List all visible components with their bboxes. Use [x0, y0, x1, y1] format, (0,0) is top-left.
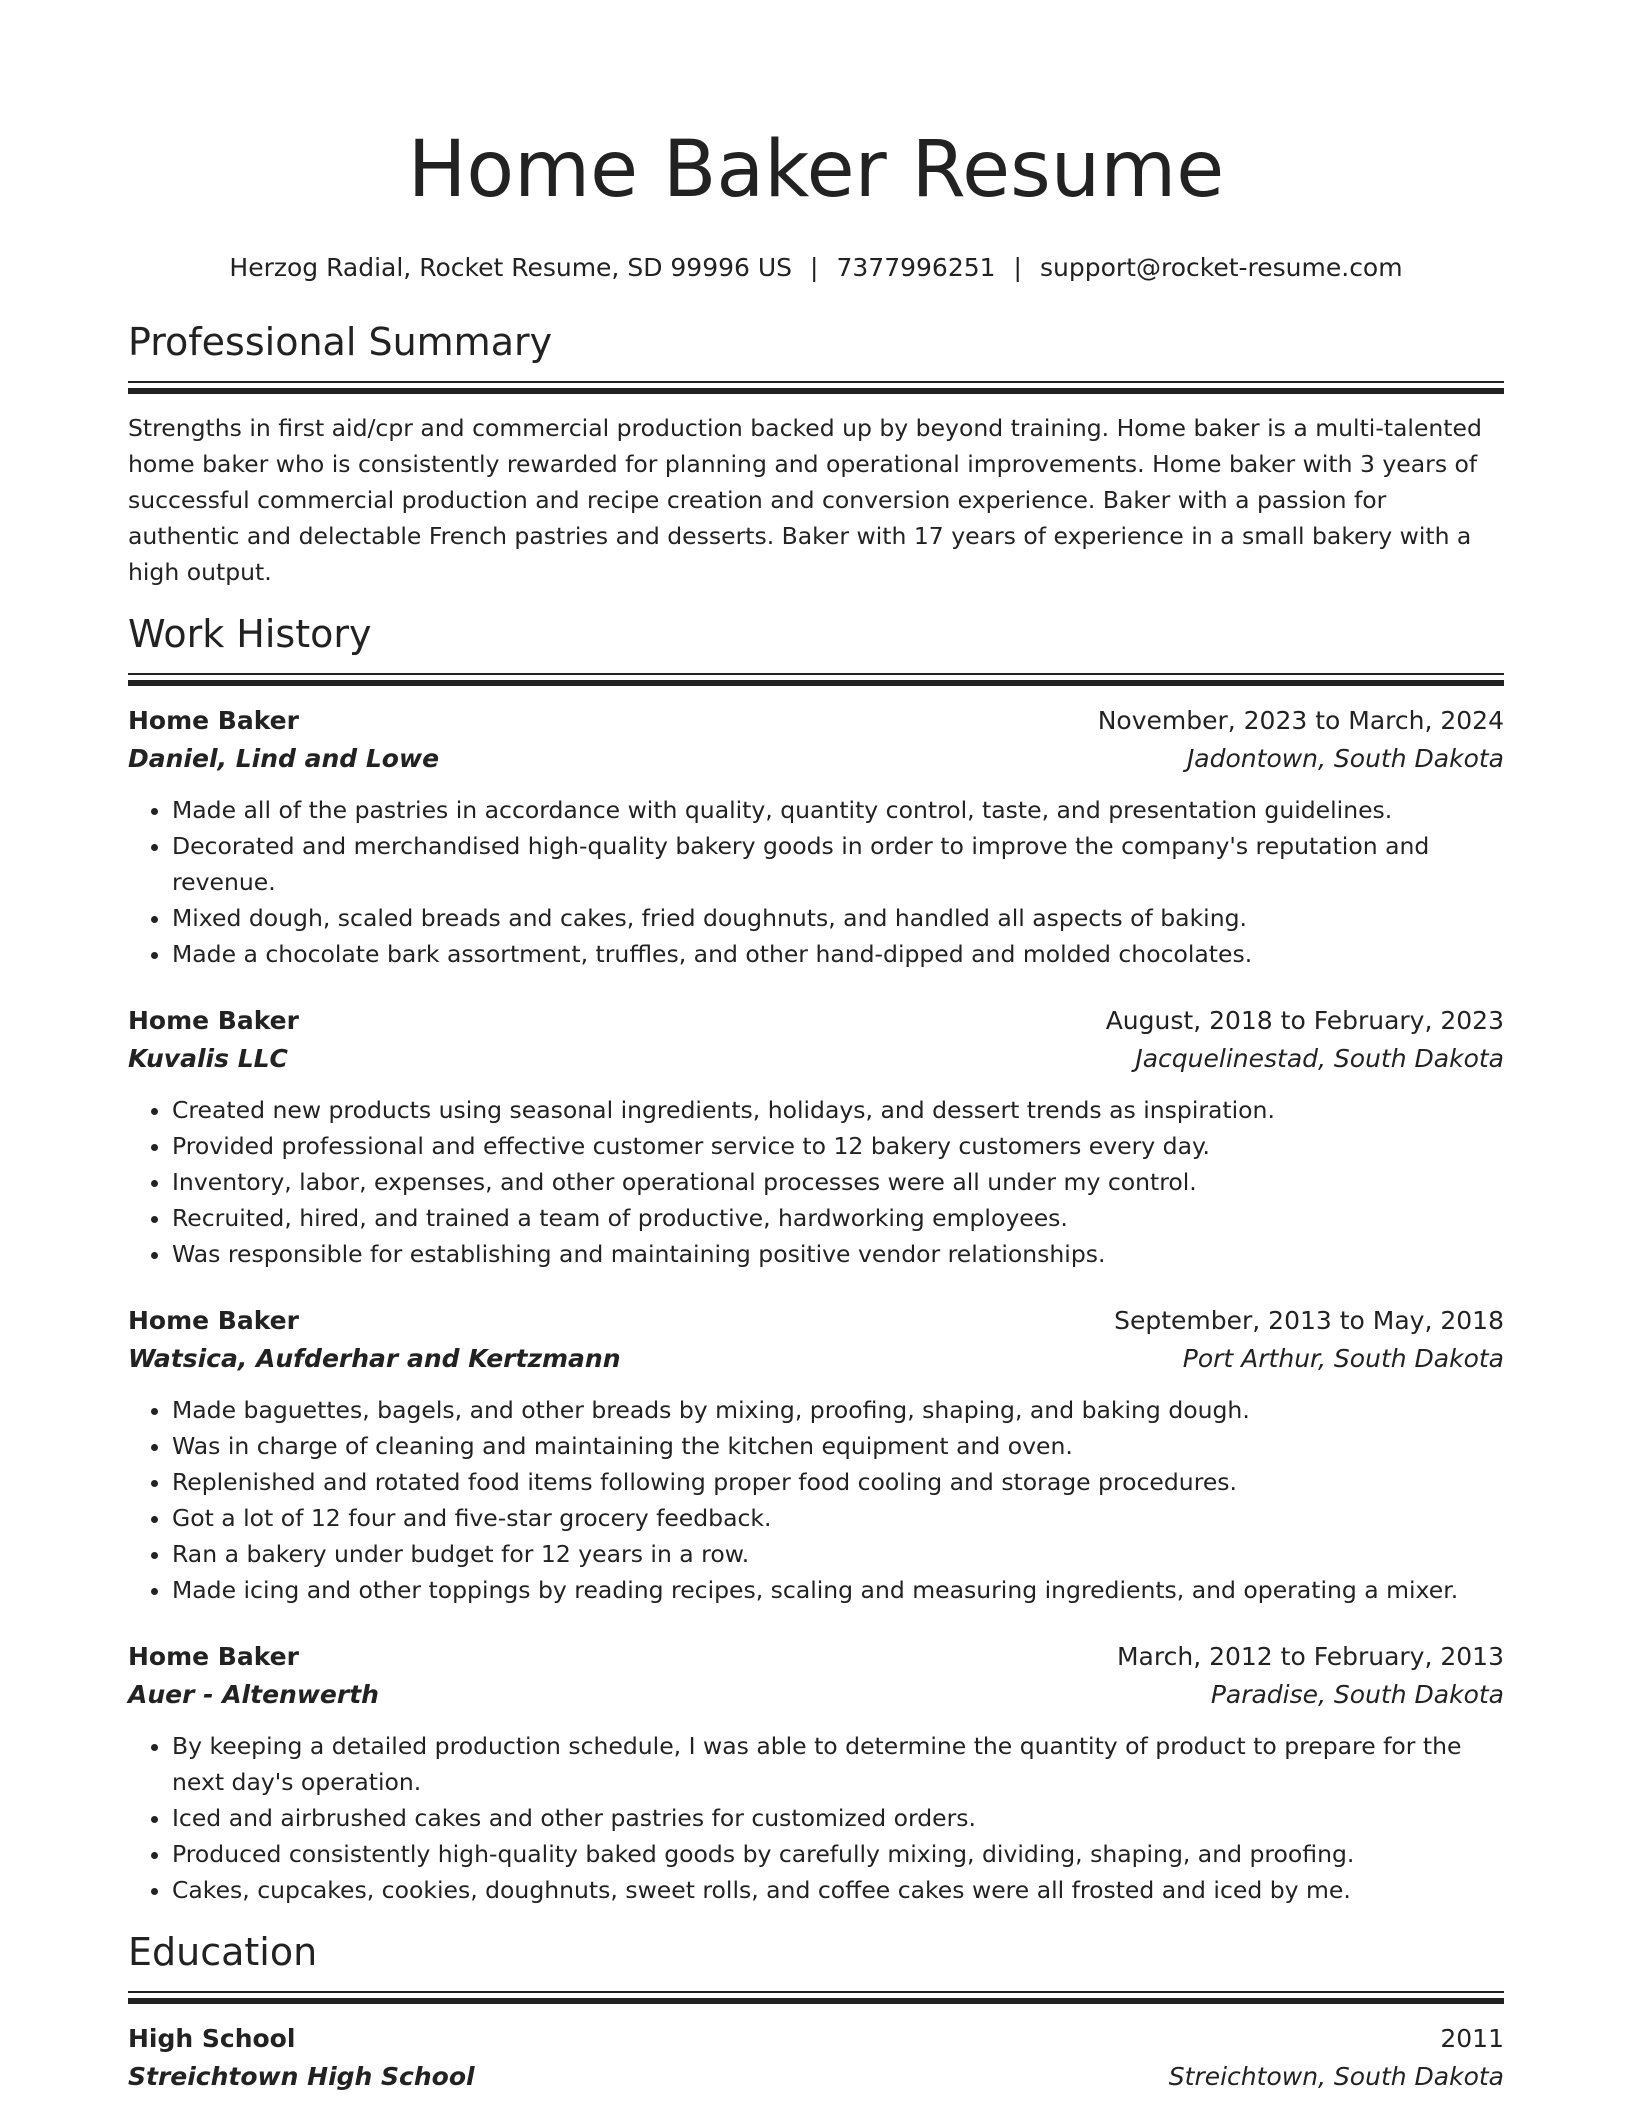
job-company: Kuvalis LLC — [128, 1044, 288, 1073]
contact-phone: 7377996251 — [836, 253, 996, 282]
job-title: Home Baker — [128, 1642, 299, 1671]
job-bullet: • Inventory, labor, expenses, and other operational processes were all under my control. — [172, 1164, 1504, 1200]
job-company-row — [128, 1340, 1504, 1378]
job-location: Jacquelinestad, South Dakota — [1135, 1044, 1504, 1073]
job-bullet: • Made baguettes, bagels, and other breads by mixing, proofing, shaping, and baking dough. — [172, 1392, 1504, 1428]
job-company-row — [128, 1676, 1504, 1714]
job-bullet: • Ran a bakery under budget for 12 years in a row. — [172, 1536, 1504, 1572]
job-bullet: • Recruited, hired, and trained a team of productive, hardworking employees. — [172, 1200, 1504, 1236]
job-company-row — [128, 1040, 1504, 1078]
job-bullets — [128, 792, 1504, 972]
job-location: Port Arthur, South Dakota — [1182, 1344, 1504, 1373]
job-bullets — [128, 1092, 1504, 1272]
job-bullet: • Got a lot of 12 four and five-star grocery feedback. — [172, 1500, 1504, 1536]
job-bullets — [128, 1392, 1504, 1608]
section-divider — [128, 1991, 1504, 2004]
contact-email: support@rocket-resume.com — [1039, 253, 1403, 282]
work-history-section — [128, 608, 1504, 1908]
job-entry — [128, 1638, 1504, 1908]
section-heading-summary: Professional Summary — [128, 320, 553, 364]
job-entry — [128, 1302, 1504, 1608]
job-bullet: • Produced consistently high-quality baked goods by carefully mixing, dividing, shaping, and proofing. — [172, 1836, 1504, 1872]
job-bullet: • Iced and airbrushed cakes and other pastries for customized orders. — [172, 1800, 1504, 1836]
education-school: Streichtown High School — [128, 2062, 475, 2091]
job-title-row — [128, 1002, 1504, 1040]
job-title: Home Baker — [128, 1306, 299, 1335]
job-bullet: • Made icing and other toppings by reading recipes, scaling and measuring ingredients, and operating a mixer. — [172, 1572, 1504, 1608]
section-divider — [128, 673, 1504, 686]
job-location: Jadontown, South Dakota — [1186, 744, 1504, 773]
contact-address: Herzog Radial, Rocket Resume, SD 99996 US — [229, 253, 793, 282]
section-heading-education: Education — [128, 1930, 318, 1974]
summary-section — [128, 316, 1504, 590]
job-title: Home Baker — [128, 706, 299, 735]
education-section — [128, 1926, 1504, 2096]
job-title: Home Baker — [128, 1006, 299, 1035]
job-dates: March, 2012 to February, 2013 — [1116, 1642, 1504, 1671]
job-title-row — [128, 1638, 1504, 1676]
job-company: Watsica, Aufderhar and Kertzmann — [128, 1344, 621, 1373]
job-company: Auer - Altenwerth — [128, 1680, 379, 1709]
job-bullet: • By keeping a detailed production schedule, I was able to determine the quantity of product to prepare for the next day's operation. — [172, 1728, 1504, 1800]
job-title-row — [128, 1302, 1504, 1340]
section-heading-work-history: Work History — [128, 612, 372, 656]
education-year: 2011 — [1440, 2024, 1504, 2053]
resume-title: Home Baker Resume — [407, 125, 1225, 215]
section-divider — [128, 381, 1504, 394]
contact-separator: | — [1013, 253, 1022, 282]
job-dates: November, 2023 to March, 2024 — [1097, 706, 1504, 735]
contact-separator: | — [810, 253, 819, 282]
education-location: Streichtown, South Dakota — [1168, 2062, 1504, 2091]
contact-line — [128, 250, 1504, 286]
job-location: Paradise, South Dakota — [1210, 1680, 1504, 1709]
job-bullet: • Provided professional and effective customer service to 12 bakery customers every day. — [172, 1128, 1504, 1164]
job-dates: August, 2018 to February, 2023 — [1105, 1006, 1504, 1035]
job-bullet: • Was in charge of cleaning and maintaining the kitchen equipment and oven. — [172, 1428, 1504, 1464]
education-school-row — [128, 2058, 1504, 2096]
job-bullet: • Replenished and rotated food items following proper food cooling and storage procedures. — [172, 1464, 1504, 1500]
job-bullet: • Made a chocolate bark assortment, truffles, and other hand-dipped and molded chocolates. — [172, 936, 1504, 972]
job-company: Daniel, Lind and Lowe — [128, 744, 440, 773]
job-bullet: • Made all of the pastries in accordance with quality, quantity control, taste, and presentation guidelines. — [172, 792, 1504, 828]
job-bullet: • Decorated and merchandised high-quality bakery goods in order to improve the company's reputation and revenue. — [172, 828, 1504, 900]
job-entry — [128, 1002, 1504, 1272]
job-bullet: • Was responsible for establishing and maintaining positive vendor relationships. — [172, 1236, 1504, 1272]
job-dates: September, 2013 to May, 2018 — [1114, 1306, 1504, 1335]
education-degree-row — [128, 2020, 1504, 2058]
job-company-row — [128, 740, 1504, 778]
job-entry — [128, 702, 1504, 972]
job-bullets — [128, 1728, 1504, 1908]
summary-text: Strengths in first aid/cpr and commercial production backed up by beyond training. Home baker is a multi-talented home baker who is consistently rewarded for planning and operational improvements. Home baker with 3 years of successful commercial production and recipe creation and conversion experience. Baker with a passion for authentic and delectable French pastries and desserts. Baker with 17 years of experience in a small bakery with a high output. — [128, 414, 1482, 586]
job-bullet: • Mixed dough, scaled breads and cakes, fried doughnuts, and handled all aspects of baking. — [172, 900, 1504, 936]
job-title-row — [128, 702, 1504, 740]
job-bullet: • Created new products using seasonal ingredients, holidays, and dessert trends as inspiration. — [172, 1092, 1504, 1128]
education-entry — [128, 2020, 1504, 2096]
education-degree: High School — [128, 2024, 296, 2053]
job-bullet: • Cakes, cupcakes, cookies, doughnuts, sweet rolls, and coffee cakes were all frosted and iced by me. — [172, 1872, 1504, 1908]
